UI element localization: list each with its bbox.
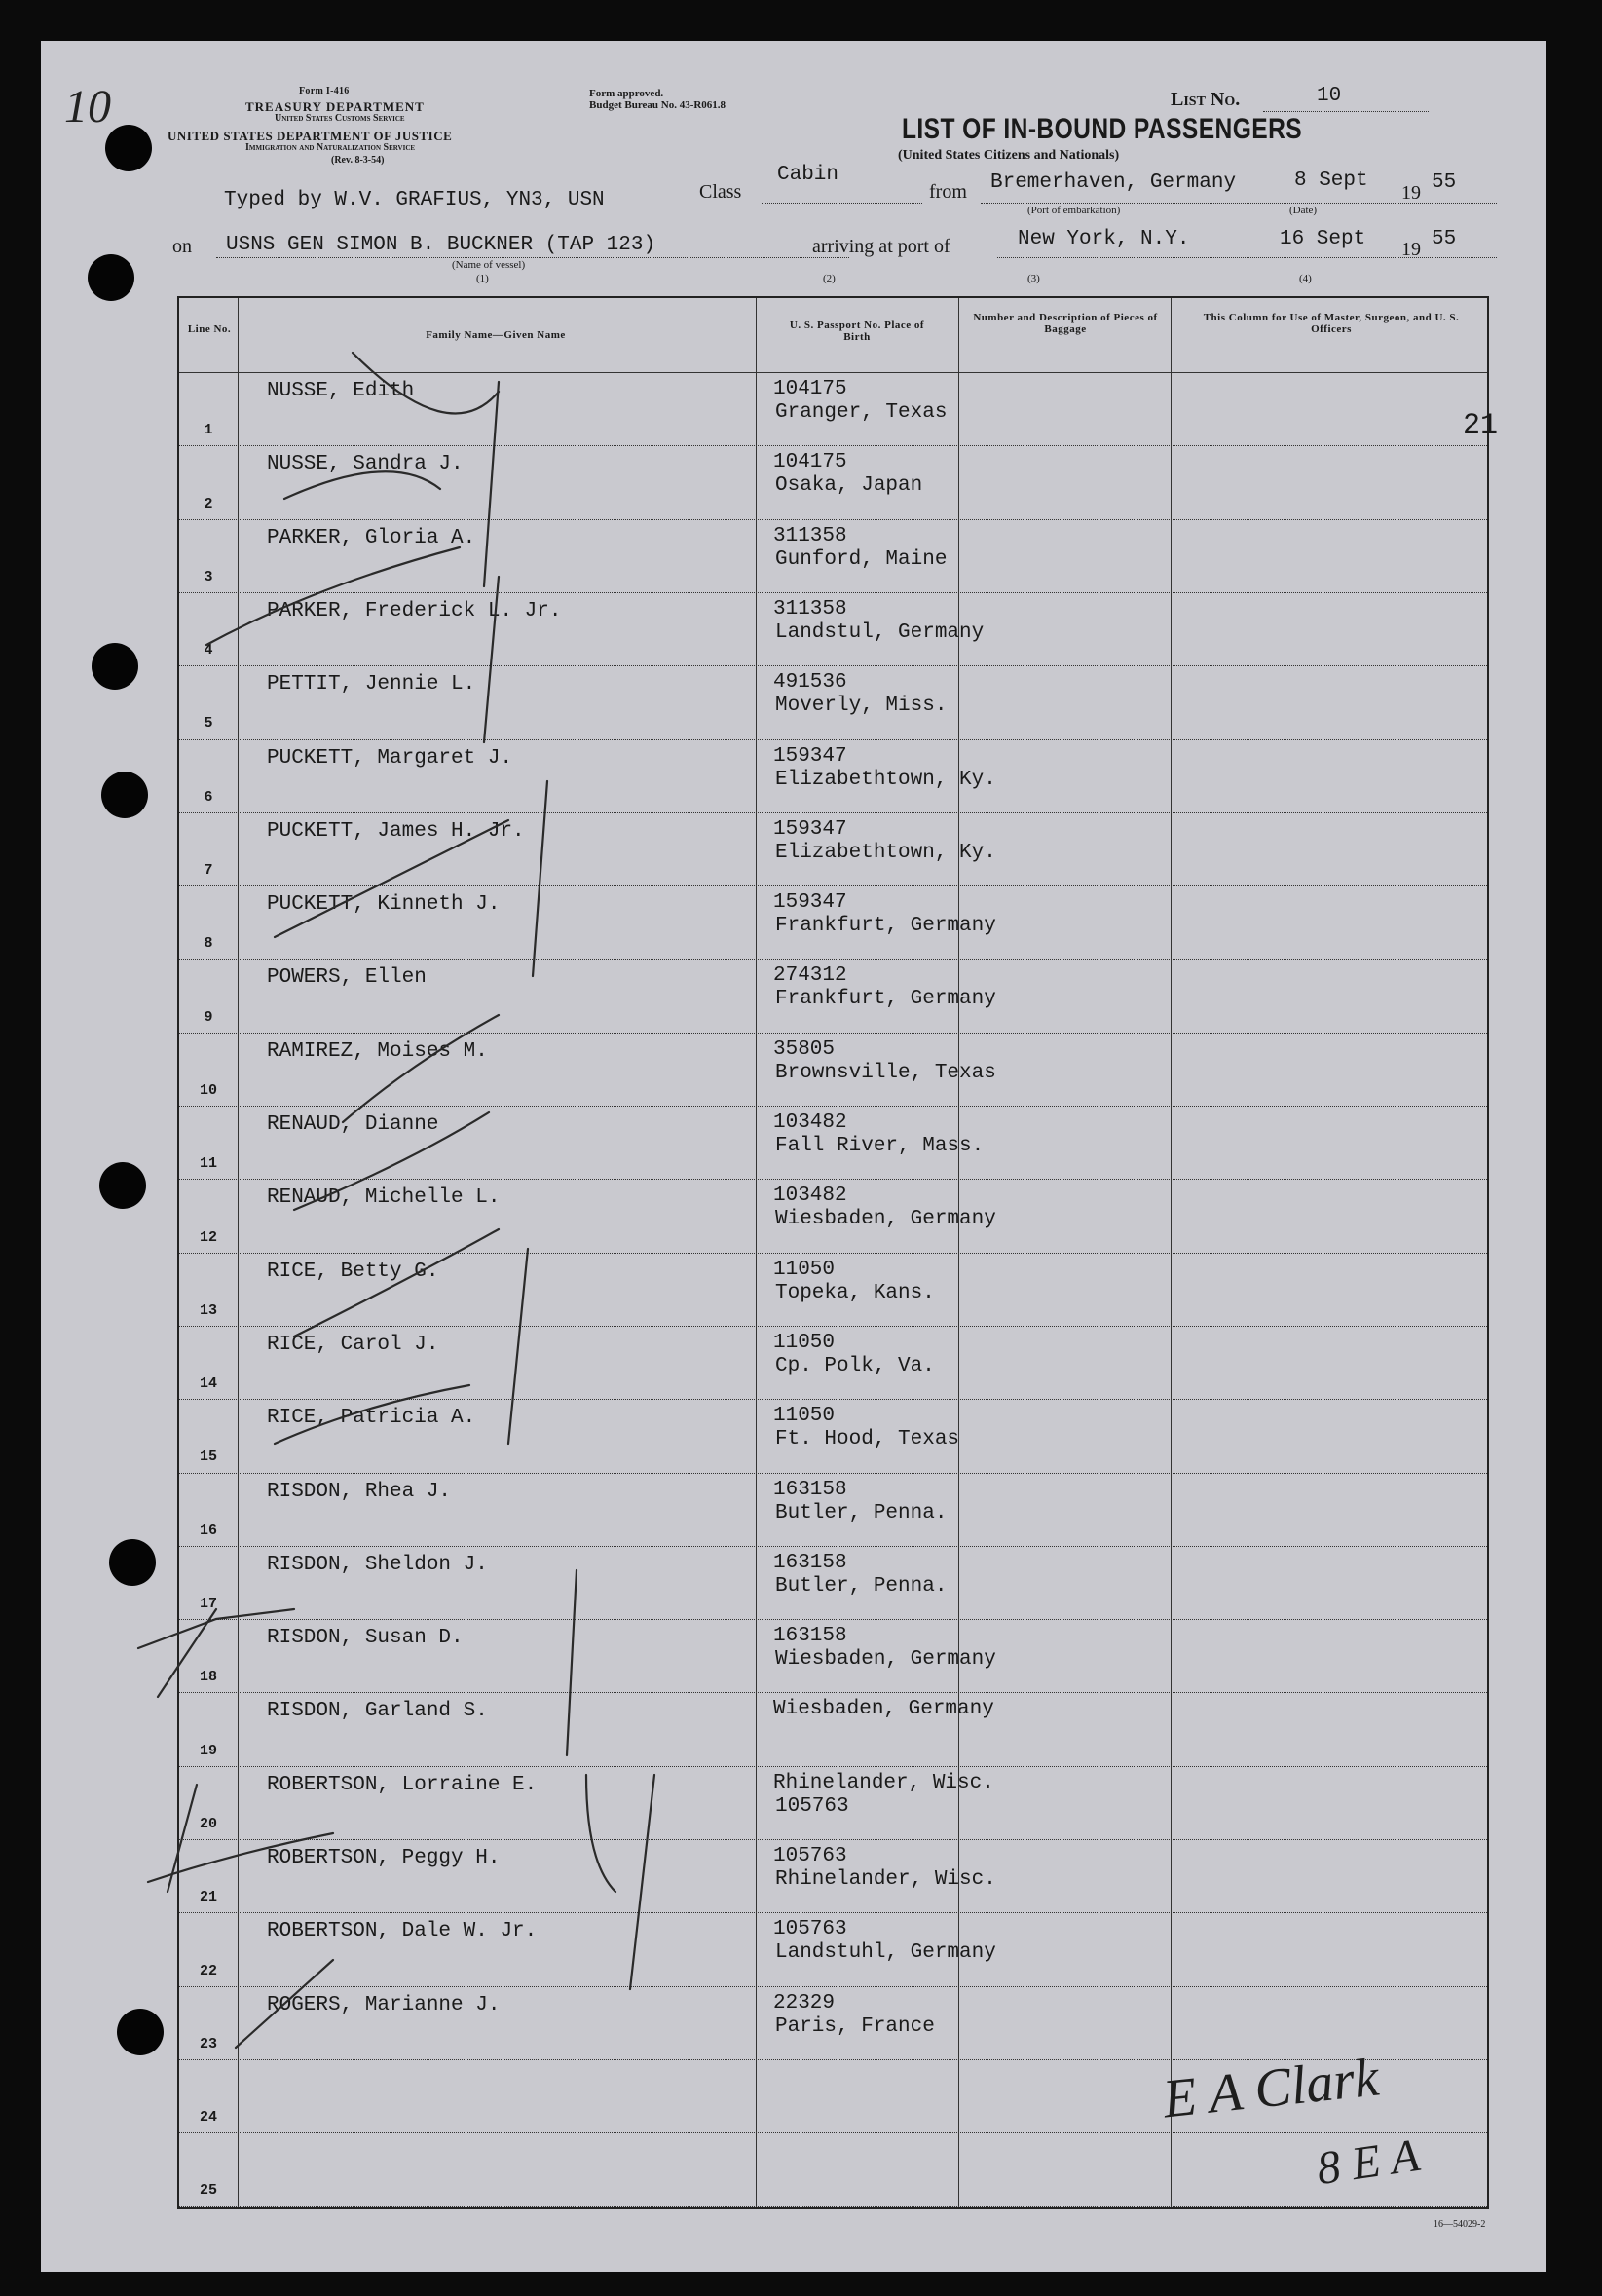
passenger-name: ROBERTSON, Lorraine E. [267, 1773, 538, 1796]
table-row [179, 372, 1487, 445]
line-number: 3 [204, 568, 213, 585]
passport-line-2: 105763 [775, 1794, 849, 1818]
passenger-name: NUSSE, Sandra J. [267, 453, 464, 476]
table-row [179, 1473, 1487, 1546]
line-number: 16 [199, 1522, 217, 1539]
vessel-name: USNS GEN SIMON B. BUCKNER (TAP 123) [226, 234, 656, 256]
form-approved: Form approved. [589, 88, 664, 99]
passenger-name: RISDON, Rhea J. [267, 1480, 452, 1503]
table-row [179, 1986, 1487, 2059]
table-row [179, 2132, 1487, 2205]
punch-hole [109, 1539, 156, 1586]
passenger-name: PETTIT, Jennie L. [267, 673, 476, 696]
table-row [179, 1399, 1487, 1472]
line-number: 23 [199, 2035, 217, 2052]
punch-hole [92, 643, 138, 690]
passenger-name: PUCKETT, James H. Jr. [267, 819, 525, 843]
depart-date: 8 Sept [1294, 169, 1368, 192]
line-number: 15 [199, 1449, 217, 1466]
passenger-name: PUCKETT, Margaret J. [267, 746, 513, 770]
passport-line-2: Butler, Penna. [775, 1501, 948, 1524]
line-number: 1 [204, 422, 213, 439]
passenger-name: RENAUD, Michelle L. [267, 1186, 501, 1210]
passenger-name: RENAUD, Dianne [267, 1113, 439, 1136]
passport-line-1: 311358 [773, 524, 847, 547]
table-row [179, 1766, 1487, 1839]
table-row [179, 1326, 1487, 1399]
passenger-name: RAMIREZ, Moises M. [267, 1039, 488, 1063]
line-number: 2 [204, 495, 213, 512]
vessel-caption: (Name of vessel) [452, 259, 526, 271]
passport-line-1: 104175 [773, 451, 847, 474]
line-number: 14 [199, 1375, 217, 1393]
passport-line-2: Granger, Texas [775, 401, 948, 424]
line-number: 25 [199, 2182, 217, 2200]
line-number: 13 [199, 1301, 217, 1319]
dept-treasury: TREASURY DEPARTMENT [245, 99, 425, 114]
passport-line-1: 159347 [773, 744, 847, 768]
list-no-label: List No. [1171, 89, 1241, 110]
arrival-year-prefix: 19 [1401, 239, 1421, 260]
passport-line-2: Butler, Penna. [775, 1574, 948, 1598]
passport-line-1: 104175 [773, 378, 847, 400]
corner-mark: 10 [64, 81, 111, 132]
officer-signature: E A Clark [1160, 2047, 1382, 2130]
from-caption: (Port of embarkation) [1027, 205, 1121, 216]
header-officers: This Column for Use of Master, Surgeon, and U. S. Officers [1203, 312, 1460, 335]
punch-hole [105, 125, 152, 171]
arriving-label: arriving at port of [812, 236, 950, 257]
passport-line-2: Ft. Hood, Texas [775, 1428, 960, 1451]
line-number: 22 [199, 1962, 217, 1979]
passport-line-1: 159347 [773, 817, 847, 841]
passport-line-1: 103482 [773, 1185, 847, 1208]
line-number: 6 [204, 788, 213, 806]
table-row [179, 959, 1487, 1032]
col-num-2: (2) [823, 273, 836, 284]
passport-line-2: Wiesbaden, Germany [775, 1648, 996, 1672]
passenger-name: RICE, Patricia A. [267, 1407, 476, 1430]
line-number: 5 [204, 715, 213, 733]
passport-line-2: Cp. Polk, Va. [775, 1354, 935, 1377]
passenger-name: RISDON, Susan D. [267, 1627, 464, 1650]
passport-line-2: Rhinelander, Wisc. [775, 1868, 996, 1891]
dept-treasury-sub: United States Customs Service [275, 113, 405, 124]
table-row [179, 1179, 1487, 1252]
passport-line-1: 311358 [773, 597, 847, 621]
passport-line-2: Moverly, Miss. [775, 695, 948, 718]
passport-line-2: Landstul, Germany [775, 621, 985, 644]
table-row [179, 445, 1487, 518]
passport-line-1: 11050 [773, 1331, 836, 1354]
manifest-page [41, 41, 1546, 2272]
passport-line-2: Gunford, Maine [775, 547, 948, 571]
table-row [179, 812, 1487, 885]
officer-note: 21 [1463, 409, 1499, 442]
depart-year: 55 [1432, 171, 1457, 194]
table-row [179, 1033, 1487, 1106]
print-code: 16—54029-2 [1434, 2219, 1486, 2230]
table-row [179, 1839, 1487, 1912]
line-number: 11 [199, 1155, 217, 1173]
line-number: 12 [199, 1228, 217, 1246]
passport-line-1: 105763 [773, 1918, 847, 1941]
table-row [179, 1912, 1487, 1985]
passport-line-2: Elizabethtown, Ky. [775, 841, 996, 864]
header-baggage: Number and Description of Pieces of Baggage [973, 312, 1158, 335]
line-number: 18 [199, 1669, 217, 1686]
passport-line-2: Landstuhl, Germany [775, 1941, 996, 1965]
passenger-name: ROGERS, Marianne J. [267, 1993, 501, 2016]
passport-line-1: 105763 [773, 1845, 847, 1867]
passport-line-2: Topeka, Kans. [775, 1281, 935, 1304]
passenger-name: PARKER, Frederick L. Jr. [267, 599, 562, 622]
passport-line-1: Rhinelander, Wisc. [773, 1771, 994, 1794]
passport-line-2: Frankfurt, Germany [775, 988, 996, 1011]
passport-line-1: 163158 [773, 1478, 847, 1501]
page-title: LIST OF IN-BOUND PASSENGERS [902, 113, 1303, 145]
form-revision: (Rev. 8-3-54) [331, 155, 385, 166]
passport-line-1: Wiesbaden, Germany [773, 1698, 994, 1721]
list-no-value: 10 [1317, 85, 1342, 107]
arrival-date: 16 Sept [1280, 228, 1366, 250]
line-number: 19 [199, 1742, 217, 1759]
passport-line-1: 274312 [773, 964, 847, 988]
header-line-no: Line No. [187, 323, 232, 335]
signature-note: 8 E A [1313, 2128, 1423, 2196]
header-name: Family Name—Given Name [426, 329, 566, 341]
line-number: 17 [199, 1596, 217, 1613]
date-caption: (Date) [1289, 205, 1318, 216]
passport-line-2: Paris, France [775, 2014, 935, 2038]
passport-line-2: Osaka, Japan [775, 474, 923, 498]
table-row [179, 1253, 1487, 1326]
passenger-name: PUCKETT, Kinneth J. [267, 893, 501, 917]
passenger-name: ROBERTSON, Peggy H. [267, 1847, 501, 1869]
passport-line-1: 163158 [773, 1551, 847, 1574]
line-number: 21 [199, 1889, 217, 1906]
class-value: Cabin [777, 164, 839, 186]
punch-hole [88, 254, 134, 301]
line-number: 10 [199, 1081, 217, 1099]
page-subtitle: (United States Citizens and Nationals) [898, 148, 1120, 163]
line-number: 20 [199, 1815, 217, 1832]
col-num-1: (1) [476, 273, 489, 284]
passport-line-2: Elizabethtown, Ky. [775, 768, 996, 791]
punch-hole [99, 1162, 146, 1209]
arrival-year: 55 [1432, 228, 1457, 250]
typed-by: Typed by W.V. GRAFIUS, YN3, USN [224, 189, 605, 211]
punch-hole [117, 2009, 164, 2055]
passenger-table [177, 296, 1499, 2209]
table-row [179, 519, 1487, 592]
passport-line-1: 491536 [773, 671, 847, 695]
punch-hole [101, 772, 148, 818]
table-row [179, 885, 1487, 959]
table-row [179, 1692, 1487, 1765]
on-label: on [172, 236, 192, 257]
passenger-name: ROBERTSON, Dale W. Jr. [267, 1920, 538, 1943]
passport-line-1: 11050 [773, 1405, 836, 1428]
table-row [179, 592, 1487, 665]
passenger-name: RICE, Betty G. [267, 1260, 439, 1283]
arrival-port: New York, N.Y. [1018, 228, 1190, 250]
form-number: Form I-416 [299, 86, 350, 96]
table-row [179, 1546, 1487, 1619]
passenger-name: RISDON, Garland S. [267, 1700, 488, 1723]
dept-justice: UNITED STATES DEPARTMENT OF JUSTICE [168, 129, 453, 143]
from-label: from [929, 181, 967, 203]
from-port: Bremerhaven, Germany [990, 171, 1237, 194]
table-row [179, 739, 1487, 812]
col-num-3: (3) [1027, 273, 1040, 284]
header-passport: U. S. Passport No. Place of Birth [789, 320, 925, 343]
line-number: 7 [204, 862, 213, 880]
passenger-name: RISDON, Sheldon J. [267, 1553, 488, 1576]
passport-line-1: 103482 [773, 1111, 847, 1134]
passport-line-1: 22329 [773, 1991, 836, 2014]
passport-line-2: Wiesbaden, Germany [775, 1208, 996, 1231]
passenger-name: POWERS, Ellen [267, 966, 427, 990]
line-number: 24 [199, 2109, 217, 2127]
class-label: Class [699, 181, 742, 203]
passport-line-1: 163158 [773, 1625, 847, 1648]
line-number: 4 [204, 642, 213, 659]
passenger-name: PARKER, Gloria A. [267, 526, 476, 549]
dept-justice-sub: Immigration and Naturalization Service [245, 142, 416, 153]
passenger-name: NUSSE, Edith [267, 380, 415, 402]
depart-year-prefix: 19 [1401, 182, 1421, 204]
table-row [179, 665, 1487, 738]
table-row [179, 1619, 1487, 1692]
passport-line-1: 35805 [773, 1037, 836, 1061]
passport-line-1: 159347 [773, 891, 847, 915]
col-num-4: (4) [1299, 273, 1312, 284]
passenger-name: RICE, Carol J. [267, 1333, 439, 1356]
line-number: 8 [204, 935, 213, 953]
passport-line-1: 11050 [773, 1258, 836, 1281]
line-number: 9 [204, 1008, 213, 1026]
budget-bureau: Budget Bureau No. 43-R061.8 [589, 99, 726, 111]
passport-line-2: Frankfurt, Germany [775, 915, 996, 938]
passport-line-2: Fall River, Mass. [775, 1135, 985, 1157]
table-row [179, 1106, 1487, 1179]
passport-line-2: Brownsville, Texas [775, 1061, 996, 1084]
